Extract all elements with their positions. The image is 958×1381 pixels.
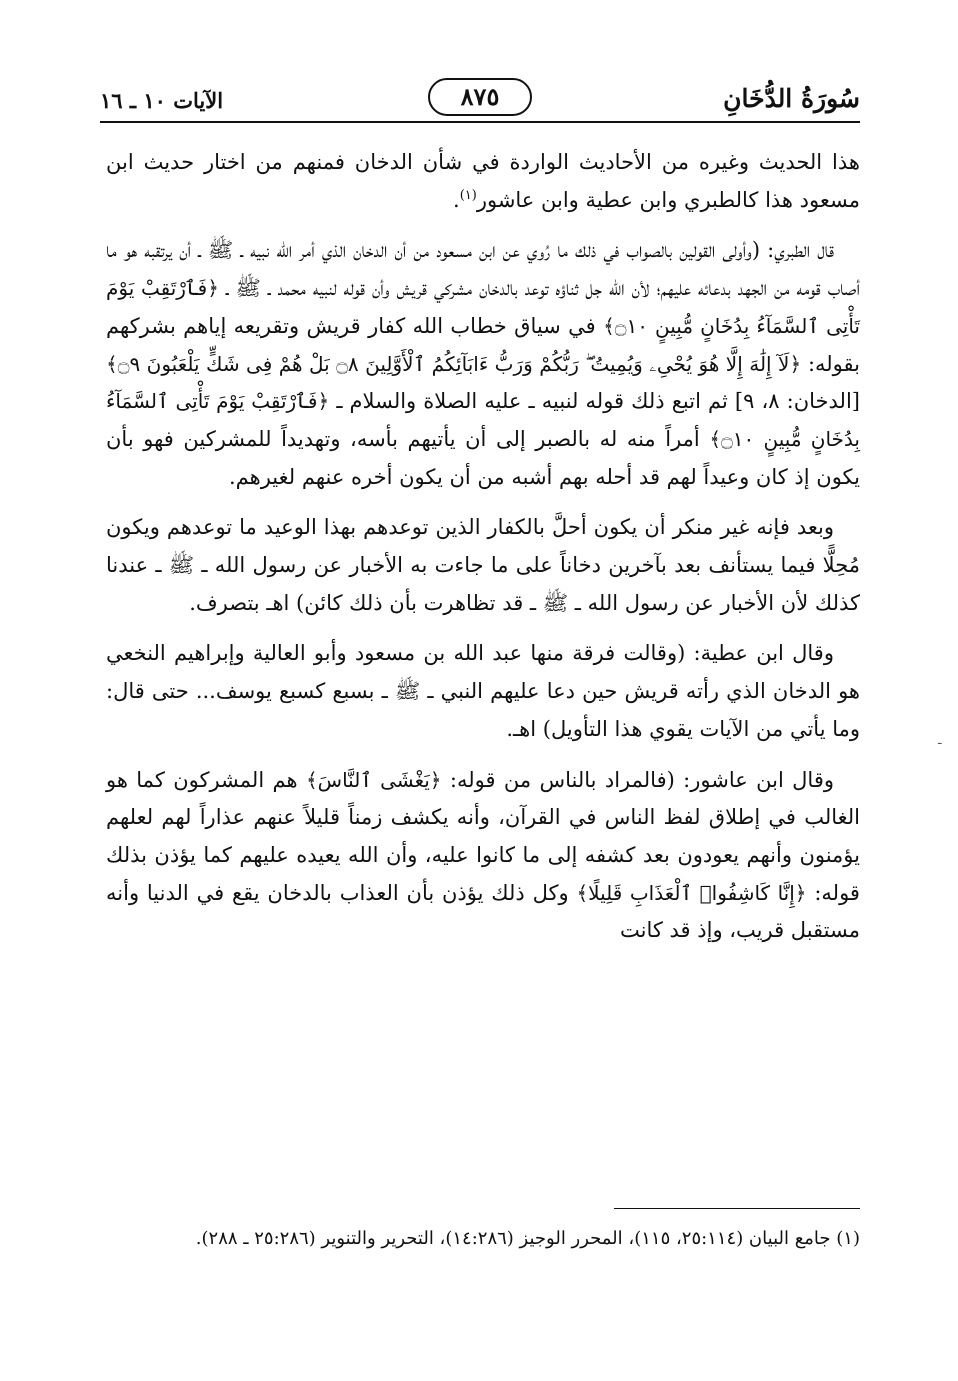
verses-range: الآيات ١٠ ـ ١٦ [100, 88, 224, 113]
header-rule [100, 121, 860, 123]
footnotes [106, 1222, 860, 1255]
text-run: . [453, 187, 460, 212]
paragraph-3: وبعد فإنه غير منكر أن يكون أحلَّ بالكفار الذين توعدهم بهذا الوعيد ما توعدهم ويكون مُحِلًّا فيما يستأنف بعد بآخرين دخاناً على ما جاءت به الأخبار عن رسول الله ـ ﷺ ـ عندنا كذلك لأن الأخبار عن رسول الله ـ ﷺ ـ قد تظاهرت بأن ذلك كائن) اهـ بتصرف. [106, 515, 860, 615]
text-run: [الدخان: ٨، ٩] ثم اتبع ذلك قوله لنبيه ـ عليه الصلاة والسلام ـ [336, 389, 860, 414]
paragraph-2 [106, 232, 860, 496]
page-number: ٨٧٥ [428, 78, 532, 116]
margin-mark: ـ [938, 733, 942, 747]
footnote-1: (١) جامع البيان (٢٥:١١٤، ١١٥)، المحرر الوجيز (١٤:٢٨٦)، التحرير والتنوير (٢٥:٢٨٦ ـ ٢٨٨). [195, 1228, 860, 1249]
quran-verse: ﴿إِنَّا كَاشِفُوا۟ ٱلْعَذَابِ قَلِيلًا﴾ [576, 880, 807, 905]
paragraph-1 [106, 144, 860, 219]
paragraph-4: وقال ابن عطية: (وقالت فرقة منها عبد الله بن مسعود وأبو العالية وإبراهيم النخعي هو الدخان الذي رأته قريش حين دعا عليهم النبي ـ ﷺ ـ بسبع كسبع يوسف... حتى قال: وما يأتي من الآيات يقوي هذا التأويل) اهـ. [106, 641, 860, 741]
text-run: قال الطبري: (وأولى القولين بالصواب في ذلك ما رُوي عن ابن مسعود من أن الدخان الذي أمر الله نبيه ـ ﷺ ـ أن يرتقبه هو ما أصاب قومه من الجهد بدعائه عليهم؛ لأن الله جل ثناؤه توعد بالدخان مشركي قريش وأن قوله لنبيه محمد ـ ﷺ ـ [106, 238, 860, 301]
text-run: هم المشركون كما هو الغالب في إطلاق لفظ الناس في القرآن، وأنه يكشف زمناً قليلاً عنهم عذاراً لهم لعلهم يؤمنون وأنهم يعودون بعد كشفه إلى ما كانوا عليه، وأن الله يعيده عليهم كما يؤذن بذلك قوله: [106, 767, 860, 905]
footnote-ref: (١) [459, 187, 477, 203]
page-header [100, 78, 860, 122]
quran-verse: ﴿فَٱرْتَقِبْ يَوْمَ تَأْتِى ٱلسَّمَآءُ بِدُخَانٍ مُّبِينٍ ۝١٠﴾ [106, 389, 860, 451]
footnote-divider [614, 1208, 860, 1209]
main-text [106, 144, 860, 963]
text-run: في سياق خطاب الله كفار قريش وتقريعه إياهم بشركهم بقوله: [106, 313, 860, 376]
quran-verse: ﴿فَٱرْتَقِبْ يَوْمَ تَأْتِى ٱلسَّمَآءُ بِدُخَانٍ مُّبِينٍ ۝١٠﴾ [106, 276, 860, 338]
text-run: وكل ذلك يؤذن بأن العذاب بالدخان يقع في الدنيا وأنه مستقبل قريب، وإذ قد كانت [106, 880, 860, 943]
text-run: هذا الحديث وغيره من الأحاديث الواردة في شأن الدخان فمنهم من اختار حديث ابن مسعود هذا كالطبري وابن عطية وابن عاشور [106, 150, 860, 212]
quran-verse: ﴿لَآ إِلَٰهَ إِلَّا هُوَ يُحْىِۦ وَيُمِيتُ ۖ رَبُّكُمْ وَرَبُّ ءَابَآئِكُمُ ٱلْأَوَّلِينَ ۝٨ بَلْ هُمْ فِى شَكٍّ يَلْعَبُونَ ۝٩﴾ [106, 351, 802, 376]
quran-verse: ﴿يَغْشَى ٱلنَّاسَ﴾ [305, 767, 442, 792]
surah-title: سُورَةُ الدُّخَانِ [723, 84, 860, 113]
paragraph-5 [106, 762, 860, 951]
text-run: وقال ابن عاشور: (فالمراد بالناس من قوله: [449, 767, 834, 792]
text-run: أمراً منه له بالصبر إلى أن يأتيهم بأسه، وتهديداً للمشركين فهو بأن يكون إذ كان وعيداً لهم قد أحله بهم أشبه من أن يكون أخره عنهم لغيرهم. [106, 426, 860, 489]
